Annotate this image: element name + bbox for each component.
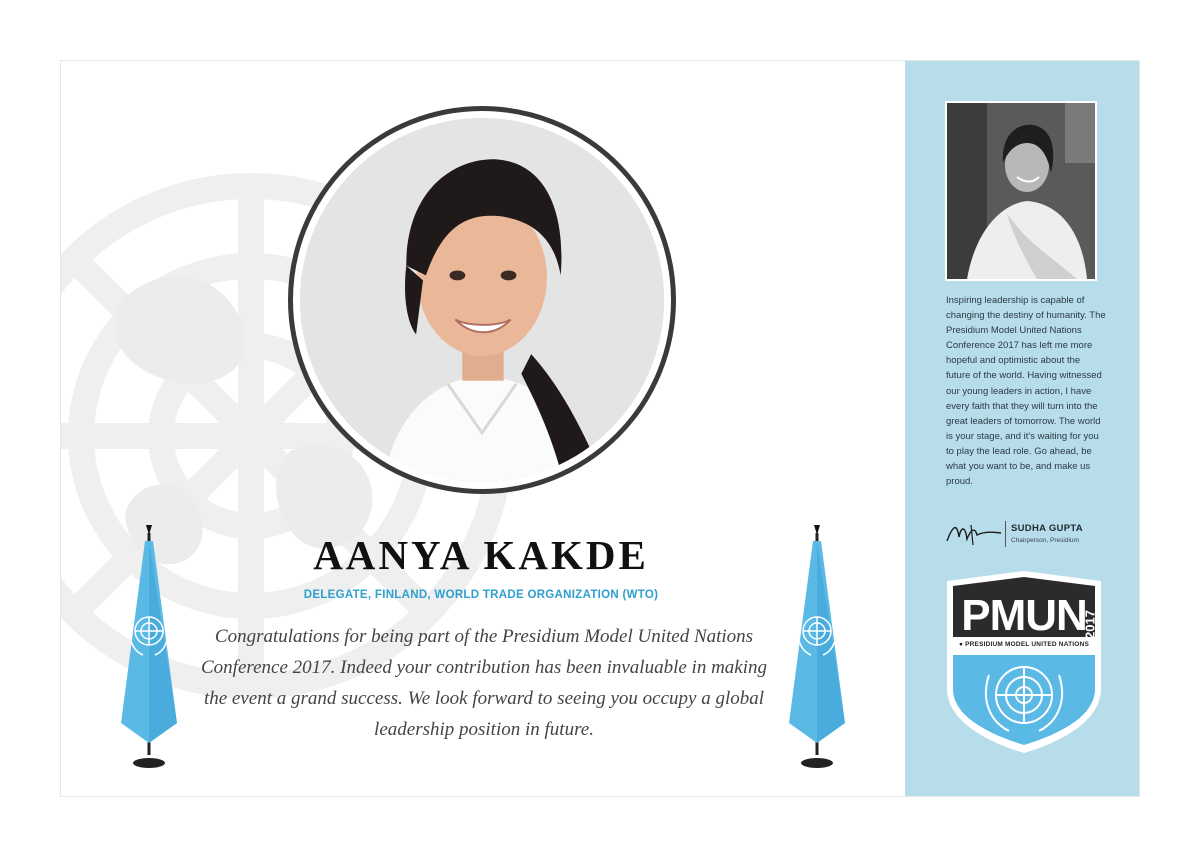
un-flag-icon [119, 523, 179, 773]
chairperson-title: Chairperson, Presidium [1011, 537, 1079, 544]
delegate-photo-frame [288, 106, 676, 494]
chairperson-photo [945, 101, 1097, 281]
congratulation-message: Congratulations for being part of the Presidium Model United Nations Conference 2017. Indeed your contribution has been invaluable in making the event a grand success. We look forward to seeing you occupy a global leadership position in future. [201, 626, 768, 740]
signature-icon [945, 519, 1005, 549]
chairperson-quote: Inspiring leadership is capable of changing the destiny of humanity. The Presidium Model United Nations Conference 2017 has left me more hopeful and optimistic about the future of the world. Having witnessed our young leaders in action, I have every faith that they will turn into the great leaders of tomorrow. The world is your stage, and it's waiting for you to play the lead role. Go ahead, be what you want to be, and make us proud. [946, 295, 1106, 488]
delegate-name: AANYA KAKDE [313, 532, 649, 578]
certificate-card [60, 60, 1140, 797]
un-flag-icon [787, 523, 847, 773]
logo-main: PMUN [961, 591, 1087, 640]
delegate-photo [300, 118, 664, 482]
logo-year: 2017 [1082, 610, 1098, 639]
signature-divider [1005, 521, 1006, 547]
chairperson-sidebar [905, 61, 1140, 797]
chairperson-name: SUDHA GUPTA [1011, 523, 1083, 534]
delegate-role: DELEGATE, FINLAND, WORLD TRADE ORGANIZATION (WTO) [303, 589, 659, 601]
pmun-logo [945, 569, 1103, 755]
logo-tagline: ● PRESIDIUM MODEL UNITED NATIONS [959, 641, 1089, 648]
